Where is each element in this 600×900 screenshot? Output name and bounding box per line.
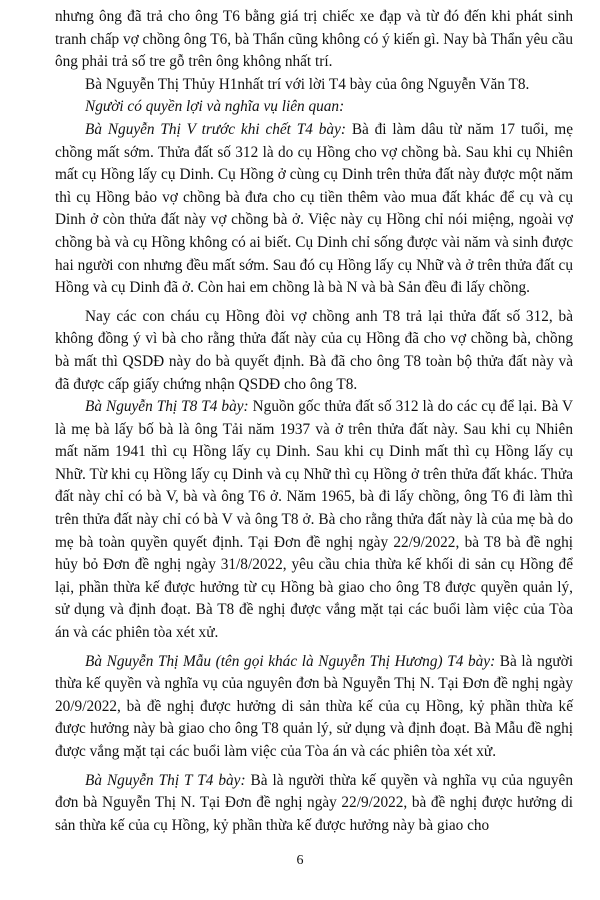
paragraph-continuation: nhưng ông đã trả cho ông T6 bằng giá trị chiếc xe đạp và từ đó đến khi phát sinh tranh chấp vợ chồng ông T6, bà Thẩn cũng không có ý kiến gì. Nay bà Thẩn yêu cầu ông phải trả số tre gỗ trên ông không nhất trí.: [55, 8, 573, 71]
paragraph-ba-t8: Bà Nguyễn Thị T8 T4 bày: Nguồn gốc thửa đất số 312 là do các cụ để lại. Bà V là mẹ bà lấy bố bà là ông Tải năm 1937 và ở trên thửa đất này. Sau khi cụ Nhiên mất năm 1941 thì cụ Hồng lấy cụ Dinh. Sau khi cụ Dinh mất thì cụ Hồng lấy cụ Nhữ. Từ khi cụ Hồng lấy cụ Dinh và cụ Nhữ thì cụ Hồng ở trên thửa đất khác. Thửa đất này chỉ có bà V, bà và ông T6 ở. Năm 1965, bà đi lấy chồng, ông T6 đi làm thì trên thửa đất này chỉ có bà V và ông T8 ở. Bà cho rằng thửa đất này là của mẹ bà do mẹ bà toàn quyền quyết định. Tại Đơn đề nghị ngày 22/9/2022, bà T8 bà đề nghị hủy bỏ Đơn đề nghị ngày 31/8/2022, yêu cầu chia thừa kế khối di sản cụ Hồng để lại, phần thừa kế được hưởng từ cụ Hồng bà giao cho ông T8 được quyền quản lý, sử dụng và định đoạt. Bà T8 đề nghị được vắng mặt tại các buổi làm việc của Tòa án và các phiên tòa xét xử.: [55, 398, 574, 642]
document-page: [55, 6, 573, 837]
paragraph-ba-t: Bà Nguyễn Thị T T4 bày: Bà là người thừa kế quyền và nghĩa vụ của nguyên đơn bà Nguyễn Thị N. Tại Đơn đề nghị ngày 22/9/2022, bà đề nghị được hưởng di sản thừa kế của cụ Hồng, kỷ phần thừa kế được hưởng này bà giao cho: [55, 771, 573, 834]
party-name: Bà Nguyễn Thị V trước khi chết T4 bày:: [85, 120, 346, 138]
section-heading-related-parties: Người có quyền lợi và nghĩa vụ liên quan:: [85, 98, 345, 116]
paragraph-ba-v: Bà Nguyễn Thị V trước khi chết T4 bày: Bà đi làm dâu từ năm 17 tuổi, mẹ chồng mất sớm. Thửa đất số 312 là do cụ Hồng cho vợ chồng bà. Sau khi cụ Nhiên mất cụ Hồng lấy cụ Dinh. Cụ Hồng ở cùng cụ Dinh trên thửa đất này được một năm thì cụ Hồng bảo vợ chồng bà đưa cho cụ tiền thêm vào mua đất khác để cụ và cụ Dinh ở còn thửa đất này vợ chồng bà ở. Việc này cụ Hồng chỉ nói miệng, ngoài vợ chồng bà và cụ Hồng không có ai biết. Cụ Dinh chỉ sống được vài năm và sinh được hai người con nhưng đều mất sớm. Sau đó cụ Hồng lấy cụ Nhữ và ở trên thửa đất cụ Hồng và cụ Dinh đã ở. Còn hai em chồng là bà N và bà Sản đều đi lấy chồng.: [55, 120, 573, 297]
paragraph-ba-mau: Bà Nguyễn Thị Mẫu (tên gọi khác là Nguyễn Thị Hương) T4 bày: Bà là người thừa kế quyền và nghĩa vụ của nguyên đơn bà Nguyễn Thị N. Tại Đơn đề nghị ngày 20/9/2022, bà đề nghị được hưởng di sản thừa kế của cụ Hồng, kỷ phần thừa kế được hưởng này bà giao cho ông T8 quản lý, sử dụng và định đoạt. Bà Mẫu đề nghị được vắng mặt tại các buổi làm việc của Tòa án và các phiên tòa xét xử.: [55, 652, 574, 760]
paragraph-dispute: Nay các con cháu cụ Hồng đòi vợ chồng anh T8 trả lại thửa đất số 312, bà không đồng ý vì bà cho rằng thửa đất này của cụ Hồng đã cho vợ chồng bà, chồng bà mất thì QSDĐ này do bà quyết định. Bà đã cho ông T8 toàn bộ thửa đất này và đã được cấp giấy chứng nhận QSDĐ cho ông T8.: [55, 307, 573, 393]
party-name: Bà Nguyễn Thị T T4 bày:: [85, 771, 246, 789]
party-name: Bà Nguyễn Thị T8 T4 bày:: [85, 398, 249, 416]
paragraph-thuy-statement: Bà Nguyễn Thị Thủy H1nhất trí với lời T4 bày của ông Nguyễn Văn T8.: [85, 75, 530, 93]
party-name: Bà Nguyễn Thị Mẫu (tên gọi khác là Nguyễn Thị Hương) T4 bày:: [85, 652, 496, 670]
page-number: 6: [296, 853, 304, 868]
